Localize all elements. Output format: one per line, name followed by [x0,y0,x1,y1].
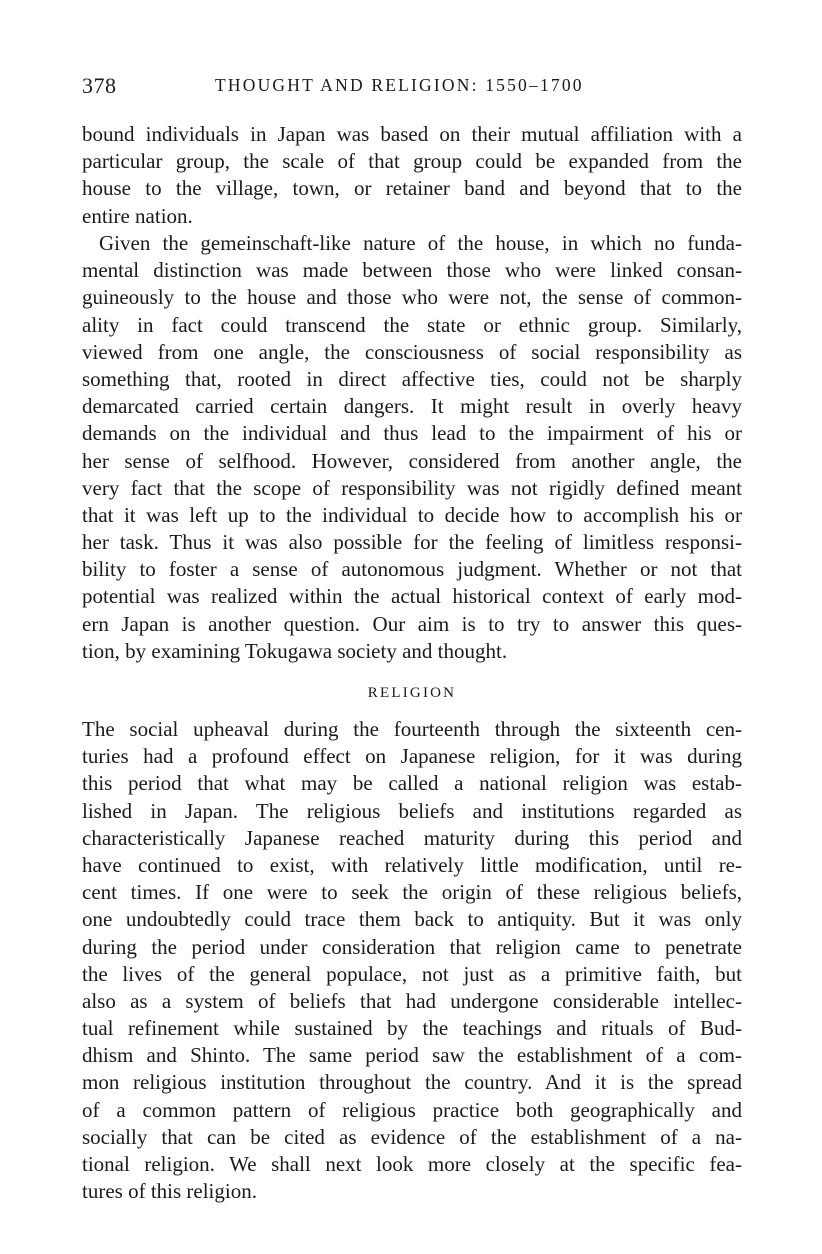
text-line: lished in Japan. The religious beliefs and institutions regarded as [82,798,742,823]
text-line: bility to foster a sense of autonomous judgment. Whether or not that [82,557,742,582]
text-line: of a common pattern of religious practice both geographically and [82,1097,742,1122]
text-line: socially that can be cited as evidence of the establishment of a na- [82,1124,742,1149]
text-line: entire nation. [82,203,193,228]
text-line: bound individuals in Japan was based on their mutual affiliation with a [82,122,742,146]
text-line: mental distinction was made between those who were linked consan- [82,258,742,283]
text-line: potential was realized within the actual historical context of early mod- [82,584,742,609]
text-line: one undoubtedly could trace them back to antiquity. But it was only [82,907,742,932]
page-number: 378 [82,73,117,98]
section-heading: RELIGION [367,685,457,701]
text-line: have continued to exist, with relatively little modification, until re- [82,852,742,877]
text-line: Given the gemeinschaft-like nature of the house, in which no funda- [99,231,742,255]
paragraph-continuation [82,121,742,230]
text-line: particular group, the scale of that group could be expanded from the [82,149,742,174]
text-line: the lives of the general populace, not just as a primitive faith, but [82,961,742,986]
text-line: tional religion. We shall next look more closely at the specific fea- [82,1152,742,1176]
text-line: during the period under consideration that religion came to penetrate [82,934,742,959]
text-line: ern Japan is another question. Our aim is to try to answer this ques- [82,611,742,636]
text-line: house to the village, town, or retainer band and beyond that to the [82,176,742,201]
text-line: also as a system of beliefs that had undergone considerable intellec- [82,988,742,1013]
text-line: tual refinement while sustained by the teachings and rituals of Bud- [82,1016,742,1041]
text-line: demarcated carried certain dangers. It might result in overly heavy [82,394,742,419]
text-line: tion, by examining Tokugawa society and thought. [82,638,508,663]
text-line: very fact that the scope of responsibility was not rigidly defined meant [82,475,742,500]
paragraph-gemeinschaft [82,230,742,665]
paragraph-religion [82,716,742,1205]
text-line: viewed from one angle, the consciousness of social responsibility as [82,339,742,364]
text-line: this period that what may be called a national religion was estab- [82,771,742,796]
text-line: dhism and Shinto. The same period saw the establishment of a com- [82,1043,742,1068]
running-head: THOUGHT AND RELIGION: 1550–1700 [215,75,584,95]
text-line: The social upheaval during the fourteenth through the sixteenth cen- [82,717,742,741]
text-line: her sense of selfhood. However, considered from another angle, the [82,448,742,473]
text-line: that it was left up to the individual to decide how to accomplish his or [82,502,742,527]
text-line: tures of this religion. [82,1179,257,1204]
text-line: something that, rooted in direct affective ties, could not be sharply [82,366,742,391]
text-line: characteristically Japanese reached maturity during this period and [82,825,742,850]
text-line: cent times. If one were to seek the origin of these religious beliefs, [82,880,742,905]
text-line: turies had a profound effect on Japanese religion, for it was during [82,744,742,769]
text-line: mon religious institution throughout the country. And it is the spread [82,1070,742,1095]
page-header [82,73,742,103]
text-line: ality in fact could transcend the state or ethnic group. Similarly, [82,312,742,337]
text-line: her task. Thus it was also possible for the feeling of limitless responsi- [82,530,742,555]
text-line: guineously to the house and those who were not, the sense of common- [82,285,742,310]
text-line: demands on the individual and thus lead to the impairment of his or [82,421,742,446]
